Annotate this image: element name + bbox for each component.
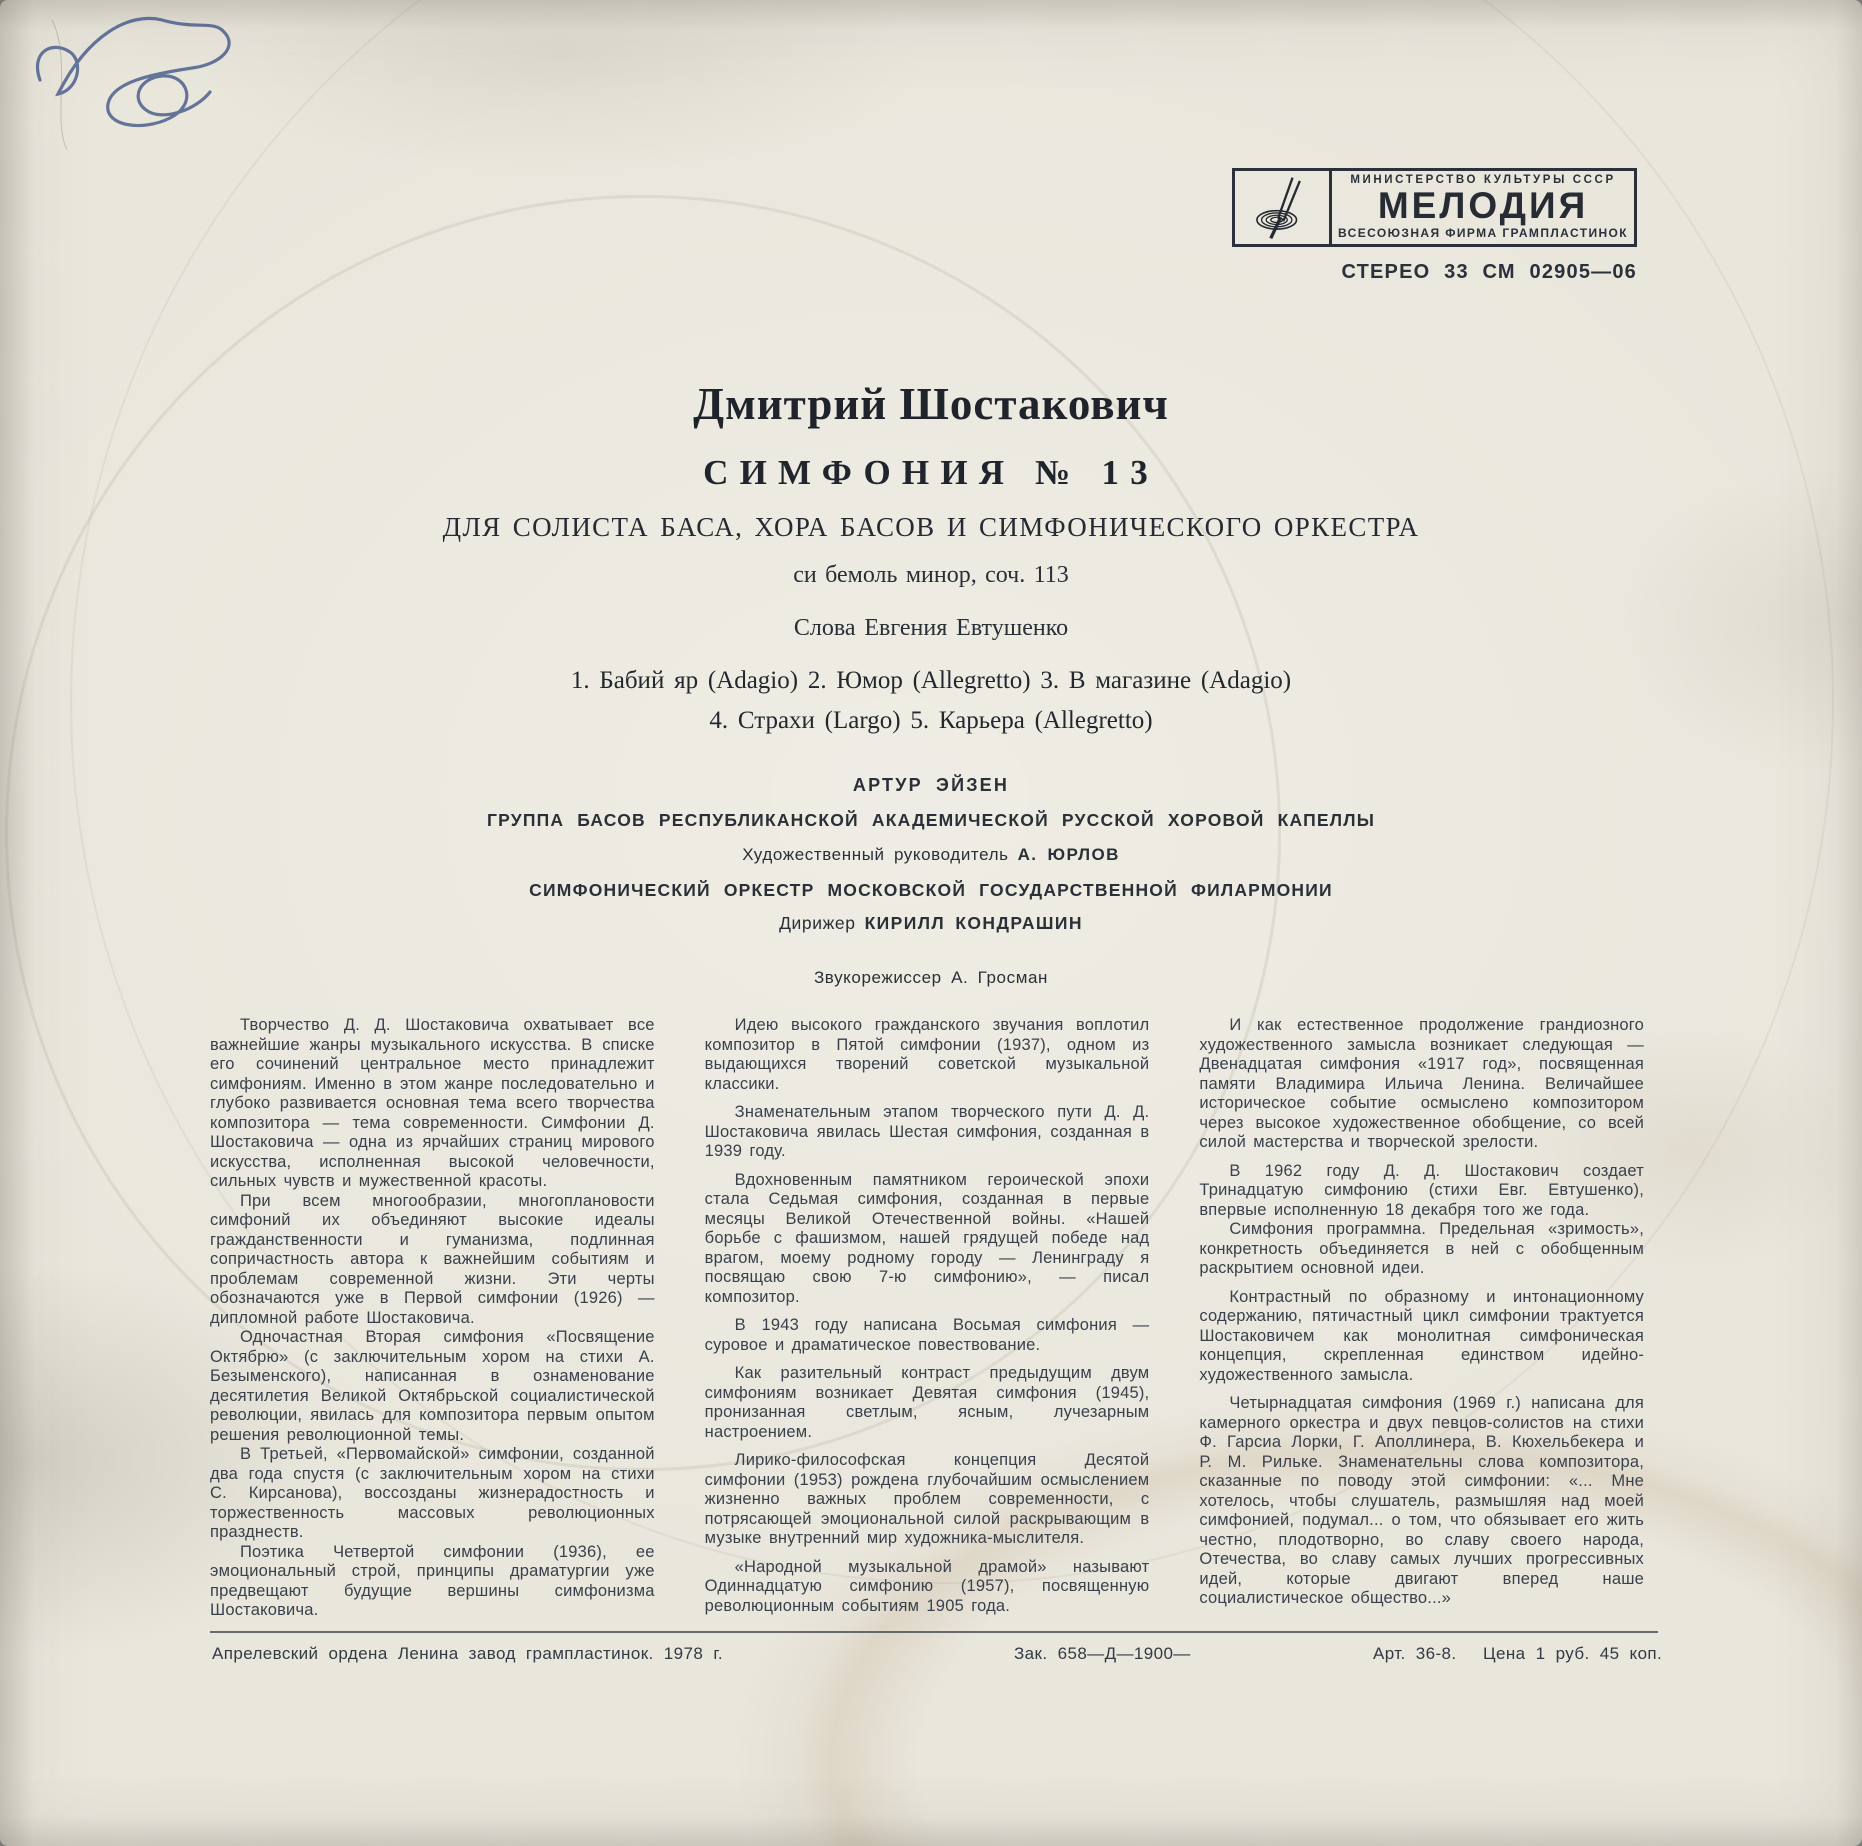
symphony-subtitle: ДЛЯ СОЛИСТА БАСА, ХОРА БАСОВ И СИМФОНИЧЕСКОГО ОРКЕСТРА bbox=[442, 512, 1420, 542]
choir-name: ГРУППА БАСОВ РЕСПУБЛИКАНСКОЙ АКАДЕМИЧЕСКОЙ РУССКОЙ ХОРОВОЙ КАПЕЛЛЫ bbox=[486, 810, 1376, 830]
handwritten-signature-ink bbox=[12, 0, 312, 160]
liner-notes-paragraph: Контрастный по образному и интонационному содержанию, пятичастный цикл симфонии трактуется Шостаковичем как монолитная симфоническая концепция, скрепленная единством идейно-художественного замысла. bbox=[1199, 1287, 1645, 1384]
choir-director-line bbox=[0, 845, 1862, 865]
catalog-number: СТЕРЕО 33 СМ 02905—06 bbox=[1341, 261, 1637, 283]
liner-notes-paragraph: Симфония программна. Предельная «зримость», конкретность объединяется в ней с обобщенным раскрытием основной идеи. bbox=[1199, 1220, 1645, 1277]
tuning-fork-record-icon bbox=[1247, 175, 1317, 241]
movements-line-1: 1. Бабий яр (Adagio) 2. Юмор (Allegretto) 3. В магазине (Adagio) bbox=[570, 667, 1292, 694]
symphony-title: СИМФОНИЯ № 13 bbox=[703, 453, 1159, 492]
price: Цена 1 руб. 45 коп. bbox=[1483, 1644, 1663, 1663]
composer-name: Дмитрий Шостакович bbox=[693, 379, 1169, 429]
liner-notes bbox=[210, 1016, 1644, 1621]
conductor-name: КИРИЛЛ КОНДРАШИН bbox=[864, 913, 1083, 933]
lyrics-credit: Слова Евгения Евтушенко bbox=[793, 615, 1069, 641]
melodiya-tuning-fork-emblem bbox=[1235, 171, 1332, 244]
melodiya-brand: МЕЛОДИЯ bbox=[1377, 184, 1589, 226]
liner-notes-paragraph: Поэтика Четвертой симфонии (1936), ее эмоциональный строй, принципы драматургии уже предвещают будущие вершины симфонизма Шостаковича. bbox=[210, 1542, 655, 1619]
liner-notes-paragraph: Идею высокого гражданского звучания воплотил композитор в Пятой симфонии (1937), одном из выдающихся творений советской музыкальной классики. bbox=[704, 1016, 1150, 1093]
liner-notes-paragraph: В 1943 году написана Восьмая симфония — суровое и драматическое повествование. bbox=[704, 1316, 1150, 1354]
liner-notes-column-2 bbox=[705, 1016, 1150, 1621]
liner-notes-paragraph: Знаменательным этапом творческого пути Д. Д. Шостаковича явилась Шестая симфония, созданная в 1939 году. bbox=[704, 1103, 1150, 1160]
ministry-line: МИНИСТЕРСТВО КУЛЬТУРЫ СССР bbox=[1350, 174, 1616, 186]
liner-notes-column-3 bbox=[1199, 1016, 1644, 1621]
melodiya-logo bbox=[1232, 168, 1637, 247]
pressing-plant-credit: Апрелевский ордена Ленина завод грампластинок. 1978 г. bbox=[212, 1644, 723, 1663]
footer-divider-line bbox=[210, 1631, 1658, 1633]
liner-notes-column-1 bbox=[210, 1016, 655, 1621]
liner-notes-paragraph: В 1962 году Д. Д. Шостакович создает Тринадцатую симфонию (стихи Евг. Евтушенко), впервые исполненную 18 декабря того же года. bbox=[1199, 1161, 1645, 1219]
conductor-label: Дирижер bbox=[779, 913, 856, 933]
liner-notes-paragraph: Вдохновенным памятником героической эпохи стала Седьмая симфония, созданная в первые месяцы Великой Отечественной войны. «Нашей борьбе с фашизмом, нашей грядущей победе над врагом, моему родному городу — Ленинграду я посвящаю свою 7-ю симфонию», — писал композитор. bbox=[704, 1170, 1150, 1306]
liner-notes-paragraph: И как естественное продолжение грандиозного художественного замысла возникает следующая — Двенадцатая симфония «1917 год», посвященная памяти Владимира Ильича Ленина. Величайшее историческое событие осмыслено композитором через высокое художественное обобщение, со всей силой мастерства и творческой зрелости. bbox=[1199, 1016, 1645, 1151]
liner-notes-paragraph: Как разительный контраст предыдущим двум симфониям возникает Девятая симфония (1945), пронизанная светлым, ясным, лучезарным настроением. bbox=[704, 1364, 1150, 1441]
liner-notes-paragraph: «Народной музыкальной драмой» называют Одиннадцатую симфонию (1957), посвященную революционным событиям 1905 года. bbox=[704, 1557, 1150, 1615]
movements-line-2: 4. Страхи (Largo) 5. Карьера (Allegretto) bbox=[709, 707, 1153, 734]
choir-director-name: А. ЮРЛОВ bbox=[1017, 845, 1120, 864]
liner-notes-paragraph: При всем многообразии, многоплановости симфоний их объединяют высокие идеалы гражданственности и гуманизма, подлинная сопричастность автора к важнейшим событиям и проблемам современной жизни. Эти черты обозначаются уже в Первой симфонии (1926) — дипломной работе Шостаковича. bbox=[210, 1191, 655, 1327]
firm-line: ВСЕСОЮЗНАЯ ФИРМА ГРАМПЛАСТИНОК bbox=[1338, 226, 1628, 240]
choir-director-label: Художественный руководитель bbox=[742, 845, 1009, 864]
liner-notes-paragraph: Четырнадцатая симфония (1969 г.) написана для камерного оркестра и двух певцов-солистов на стихи Ф. Гарсиа Лорки, Г. Аполлинера, В. Кюхельбекера и Р. М. Рильке. Знаменательны слова композитора, сказанные по поводу этой симфонии: «... Мне хотелось, чтобы слушатель, размышляя над моей симфонией, подумал... о том, что обязывает его жить честно, плодотворно, во славу своего народа, Отечества, во славу самых лучших прогрессивных идей, которые двигают вперед наше социалистическое общество...» bbox=[1199, 1394, 1645, 1607]
liner-notes-paragraph: Творчество Д. Д. Шостаковича охватывает все важнейшие жанры музыкального искусства. В списке его сочинений центральное место принадлежит симфониям. Именно в этом жанре последовательно и глубоко развивается основная тема всего творчества композитора — тема современности. Симфонии Д. Шостаковича — одна из ярчайших страниц мирового искусства, исполненная высокой человечности, сильных чувств и мужественной красоты. bbox=[210, 1016, 655, 1190]
order-number: Зак. 658—Д—1900— bbox=[1014, 1644, 1191, 1663]
sound-engineer-line: Звукорежиссер А. Гросман bbox=[813, 968, 1049, 987]
soloist-name: АРТУР ЭЙЗЕН bbox=[852, 775, 1010, 795]
liner-notes-paragraph: Лирико-философская концепция Десятой симфонии (1953) рождена глубочайшим осмыслением жизненно важных проблем современности, с потрясающей эмоциональной силой раскрывающим в музыке внутренний мир художника-мыслителя. bbox=[704, 1451, 1150, 1547]
orchestra-name: СИМФОНИЧЕСКИЙ ОРКЕСТР МОСКОВСКОЙ ГОСУДАРСТВЕННОЙ ФИЛАРМОНИИ bbox=[529, 880, 1333, 900]
liner-notes-paragraph: Одночастная Вторая симфония «Посвящение Октябрю» (с заключительным хором на стихи А. Безыменского), написанная в ознаменование десятилетия Великой Октябрьской социалистической революции, явилась для композитора первым опытом решения революционной темы. bbox=[210, 1328, 655, 1444]
conductor-line bbox=[0, 913, 1862, 934]
melodiya-logo-text bbox=[1332, 171, 1634, 244]
article-number: Арт. 36-8. bbox=[1373, 1644, 1457, 1663]
liner-notes-paragraph: В Третьей, «Первомайской» симфонии, созданной два года спустя (с заключительным хором на стихи С. Кирсанова), воссозданы жизнерадостность и торжественность массовых революционных празднеств. bbox=[210, 1445, 655, 1541]
key-and-opus: си бемоль минор, соч. 113 bbox=[793, 562, 1069, 588]
